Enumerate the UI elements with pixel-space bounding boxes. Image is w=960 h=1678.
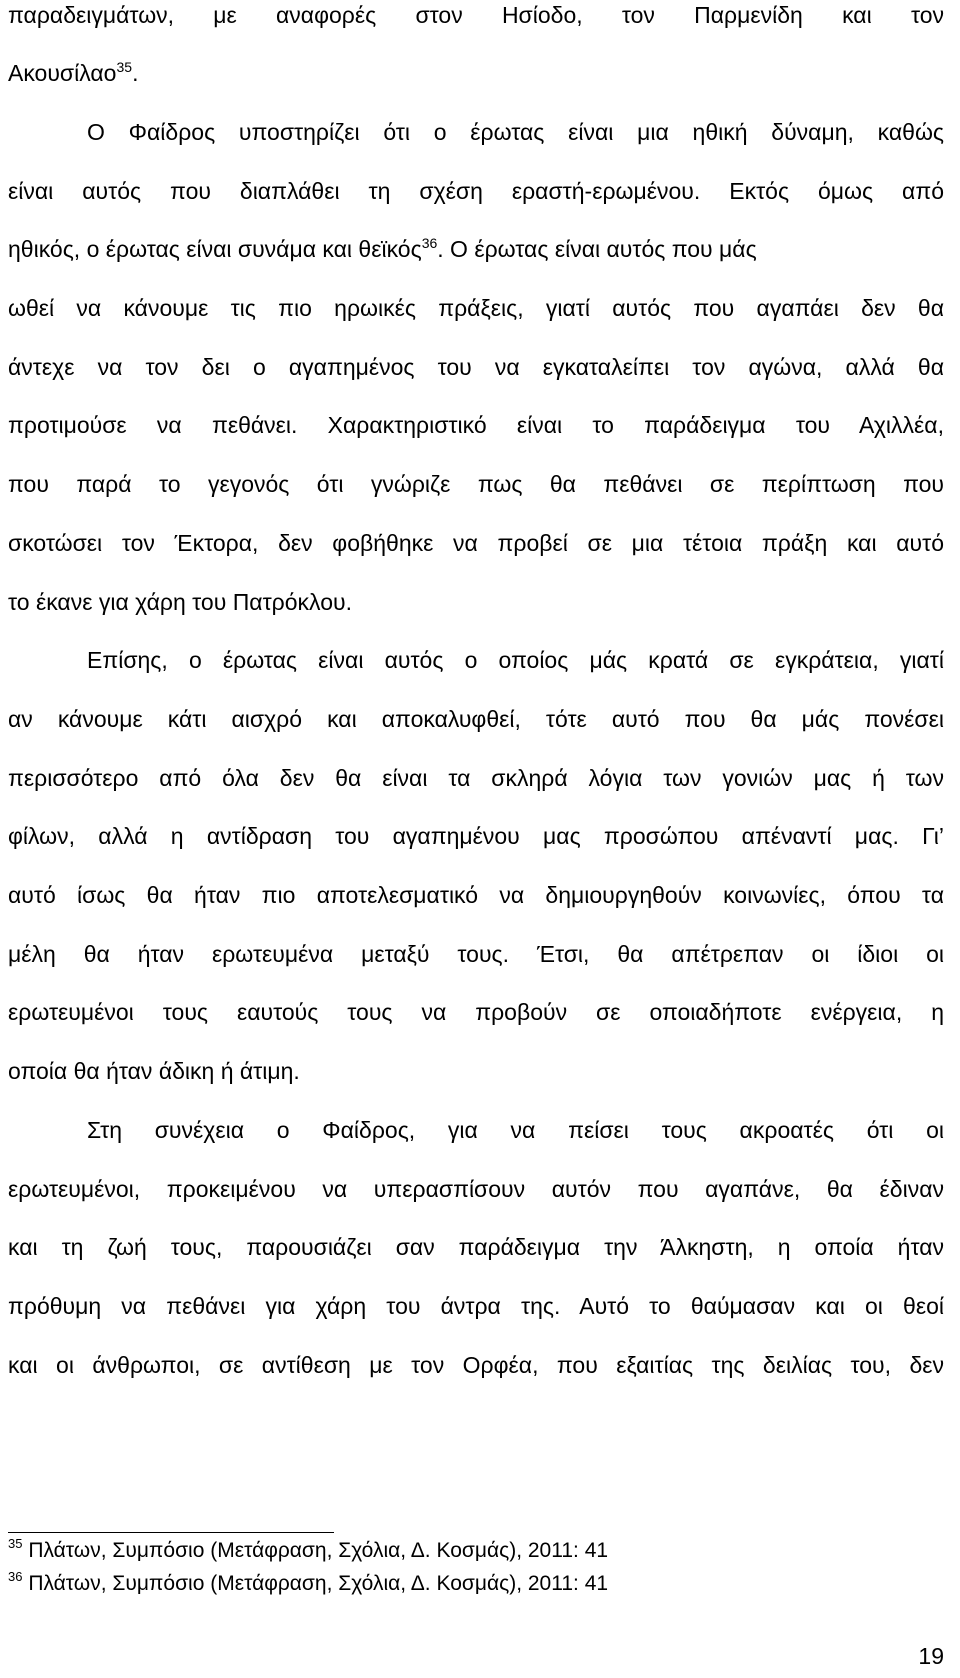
text-line: Ο Φαίδρος υποστηρίζει ότι ο έρωτας είναι μια ηθική δύναμη, καθώς	[87, 119, 944, 145]
footnote	[8, 1571, 908, 1597]
footnote-number: 35	[8, 1536, 23, 1551]
text-line: ωθεί να κάνουμε τις πιο ηρωικές πράξεις, γιατί αυτός που αγαπάει δεν θα	[8, 295, 944, 321]
footnote-number: 36	[8, 1569, 23, 1584]
footnote-text: Πλάτων, Συμπόσιο (Μετάφραση, Σχόλια, Δ. Κοσμάς), 2011: 41	[28, 1539, 609, 1562]
text-line: ηθικός, ο έρωτας είναι συνάμα και θεϊκός$^{36}$. Ο έρωτας είναι αυτός που μάς	[8, 235, 757, 262]
text-line: προτιμούσε να πεθάνει. Χαρακτηριστικό είναι το παράδειγμα του Αχιλλέα,	[8, 412, 944, 438]
text-line: είναι αυτός που διαπλάθει τη σχέση εραστή-ερωμένου. Εκτός όμως από	[8, 178, 944, 204]
text-line: Επίσης, ο έρωτας είναι αυτός ο οποίος μάς κρατά σε εγκράτεια, γιατί	[87, 647, 944, 673]
page-number: 19	[918, 1643, 944, 1669]
text-line: Στη συνέχεια ο Φαίδρος, για να πείσει τους ακροατές ότι οι	[87, 1117, 944, 1143]
text-line: και τη ζωή τους, παρουσιάζει σαν παράδειγμα την Άλκηστη, η οποία ήταν	[8, 1234, 944, 1260]
text-line: και οι άνθρωποι, σε αντίθεση με τον Ορφέα, που εξαιτίας της δειλίας του, δεν	[8, 1352, 944, 1378]
text-line: ερωτευμένοι, προκειμένου να υπερασπίσουν αυτόν που αγαπάνε, θα έδιναν	[8, 1176, 944, 1202]
text-line: το έκανε για χάρη του Πατρόκλου.	[8, 589, 352, 615]
text-line: αυτό ίσως θα ήταν πιο αποτελεσματικό να δημιουργηθούν κοινωνίες, όπου τα	[8, 882, 944, 908]
footnote	[8, 1538, 908, 1564]
text-line: άντεχε να τον δει ο αγαπημένος του να εγκαταλείπει τον αγώνα, αλλά θα	[8, 354, 944, 380]
text-line: Ακουσίλαο$^{35}$.	[8, 59, 139, 86]
text-line: πρόθυμη να πεθάνει για χάρη του άντρα της. Αυτό το θαύμασαν και οι θεοί	[8, 1293, 944, 1319]
text-line: που παρά το γεγονός ότι γνώριζε πως θα πεθάνει σε περίπτωση που	[8, 471, 944, 497]
text-line: παραδειγμάτων, με αναφορές στον Ησίοδο, τον Παρμενίδη και τον	[8, 2, 944, 28]
text-line: μέλη θα ήταν ερωτευμένα μεταξύ τους. Έτσι, θα απέτρεπαν οι ίδιοι οι	[8, 941, 944, 967]
text-line: φίλων, αλλά η αντίδραση του αγαπημένου μας προσώπου απέναντί μας. Γι’	[8, 823, 944, 849]
footnote-ref: 36	[421, 235, 438, 251]
text-line: αν κάνουμε κάτι αισχρό και αποκαλυφθεί, τότε αυτό που θα μάς πονέσει	[8, 706, 944, 732]
footnote-separator	[8, 1532, 334, 1533]
footnote-text: Πλάτων, Συμπόσιο (Μετάφραση, Σχόλια, Δ. Κοσμάς), 2011: 41	[28, 1572, 609, 1595]
text-line: σκοτώσει τον Έκτορα, δεν φοβήθηκε να προβεί σε μια τέτοια πράξη και αυτό	[8, 530, 944, 556]
text-line: ερωτευμένοι τους εαυτούς τους να προβούν σε οποιαδήποτε ενέργεια, η	[8, 999, 944, 1025]
footnote-ref: 35	[116, 59, 133, 75]
text-line: οποία θα ήταν άδικη ή άτιμη.	[8, 1058, 300, 1084]
text-line: περισσότερο από όλα δεν θα είναι τα σκληρά λόγια των γονιών μας ή των	[8, 765, 944, 791]
